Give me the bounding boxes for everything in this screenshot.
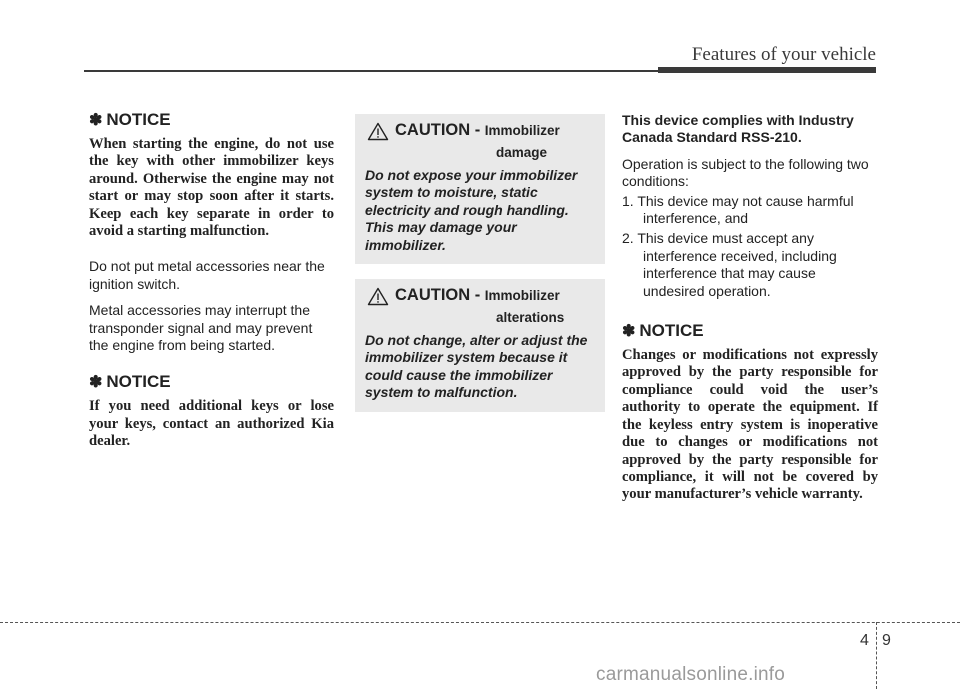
paragraph: Do not put metal accessories near the ignition switch. [89,258,325,292]
warning-triangle-icon [367,287,389,306]
page-number: 9 [882,632,891,649]
notice-heading [622,321,878,341]
notice-heading-text: NOTICE [106,372,171,392]
notice-star-icon: ✽ [622,323,636,341]
chapter-number: 4 [860,632,869,649]
paragraph: Metal accessories may interrupt the transponder signal and may prevent the engine from being started. [89,302,313,354]
left-column [89,110,334,451]
header-rule-accent [658,67,876,73]
caution-title [363,121,597,141]
caution-text: Do not expose your immobilizer system to moisture, static electricity and rough handling. This may damage your immobilizer. [365,167,578,253]
list-item: 1. This device may not cause harmful interference, and [622,192,854,227]
warning-triangle-icon [367,122,389,141]
page-header-title: Features of your vehicle [691,44,876,65]
notice-star-icon: ✽ [89,374,103,392]
watermark: carmanualsonline.info [596,664,786,685]
compliance-statement: This device complies with Industry Canada Standard RSS-210. [622,112,854,146]
paragraph: Operation is subject to the following two conditions: [622,155,869,190]
notice-text: When starting the engine, do not use the key with other immobilizer keys around. Otherwise the engine may not start or may stop soon after it starts. Keep each key separate in order to avoid a starting malfunction. [89,136,334,240]
right-column [622,112,878,504]
caution-box-damage [355,114,605,264]
notice-text: If you need additional keys or lose your keys, contact an authorized Kia dealer. [89,398,334,450]
caution-subject: Immobilizer [484,288,560,304]
caution-subject: Immobilizer [484,123,560,138]
caution-subject-line2: alterations [496,310,565,326]
conditions-list [622,193,878,300]
caution-text: Do not change, alter or adjust the immobilizer system because it could cause the immobilizer system to malfunction. [365,332,588,401]
caution-label: CAUTION - [395,286,481,305]
notice-text: Changes or modifications not expressly approved by the party responsible for compliance could void the user’s authority to operate the equipment. If the keyless entry system is inoperative due to changes or modifications not approved by the party responsible for compliance, it will not be covered by your manufacturer’s vehicle warranty. [622,347,878,503]
footer-divider [876,622,877,689]
notice-heading [89,110,334,130]
footer-rule [0,622,960,623]
list-item: 2. This device must accept any interference received, including interference that may cause undesired operation. [622,230,837,299]
notice-heading-text: NOTICE [639,321,704,341]
caution-subject-line2: damage [496,145,548,160]
middle-column [355,114,605,412]
caution-label: CAUTION - [395,121,481,139]
caution-box-alterations [355,279,605,412]
notice-heading-text: NOTICE [106,110,171,129]
caution-title [363,286,597,306]
notice-star-icon: ✽ [89,112,103,129]
notice-heading [89,372,334,392]
